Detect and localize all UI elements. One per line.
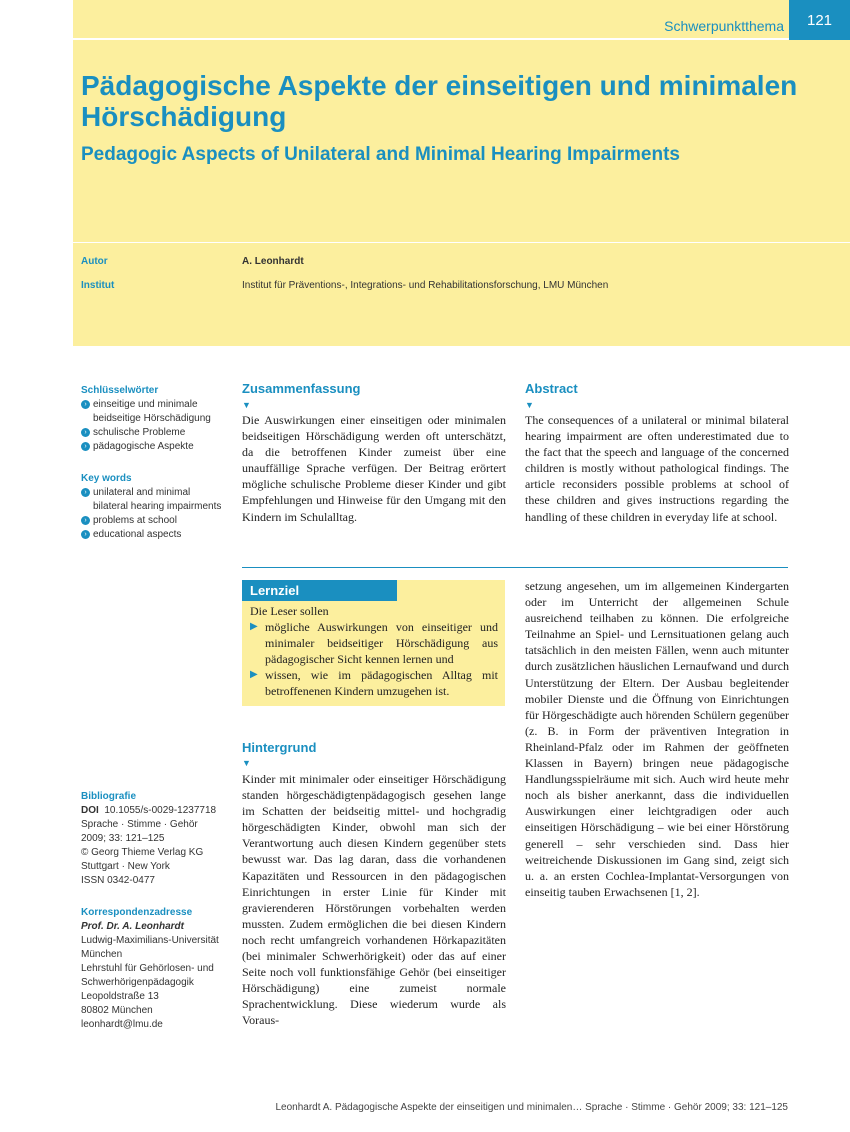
doi-value[interactable]: 10.1055/s-0029-1237718 bbox=[104, 805, 217, 816]
bibliography-label: Bibliografie bbox=[81, 791, 137, 802]
bib-line: Sprache · Stimme · Gehör bbox=[81, 819, 198, 830]
correspondence-line: Leopoldstraße 13 bbox=[81, 991, 159, 1002]
keywords-en-label: Key words bbox=[81, 473, 132, 484]
keyword-item: › schulische Probleme bbox=[81, 426, 226, 440]
learning-objective-body bbox=[250, 603, 498, 700]
chevron-right-icon: › bbox=[81, 400, 90, 409]
correspondence-label: Korrespondenzadresse bbox=[81, 907, 193, 918]
triangle-down-icon: ▼ bbox=[242, 400, 251, 410]
abstract-english-heading: Abstract bbox=[525, 381, 578, 396]
page-footer: Leonhardt A. Pädagogische Aspekte der einseitigen und minimalen… Sprache · Stimme · Gehör 2009; 33: 121–125 bbox=[275, 1102, 788, 1113]
page-number: 121 bbox=[789, 0, 850, 40]
triangle-down-icon: ▼ bbox=[525, 400, 534, 410]
correspondence-line: Schwerhörigenpädagogik bbox=[81, 977, 194, 988]
chevron-right-icon: › bbox=[81, 530, 90, 539]
learning-objective-intro: Die Leser sollen bbox=[250, 604, 329, 618]
bib-line: 2009; 33: 121–125 bbox=[81, 833, 165, 844]
section-label: Schwerpunktthema bbox=[664, 18, 784, 34]
author-name: A. Leonhardt bbox=[242, 256, 304, 267]
abstract-german-heading: Zusammenfassung bbox=[242, 381, 361, 396]
background-text: Kinder mit minimaler oder einseitiger Hörschädigung standen hörgeschädigtenpädagogisch gesehen lange im Schatten der beidseitig mittel- und hochgradig hörgeschädigten Kinder, obwohl man sich der Verantwortung auch diesen Kindern gegenüber stets bewusst war. Das lag daran, dass die vorhandenen Kapazitäten und Ressourcen in den pädagogischen Einrichtungen in erster Linie für Kinder mit gravierenderen Hörstörungen vorbehalten werden mussten. Zudem ermöglichen die bei diesen Kindern noch recht umfangreich vorhandenen Hörkapazitäten (bei minimaler Schwerhörigkeit) oder das auf einer Seite noch voll funktionsfähige Gehör (bei einseitiger Hörschädigung) eine zumeist normale Sprachentwicklung. Diese wiederum wurde als Voraus- bbox=[242, 772, 506, 1028]
section-divider bbox=[242, 567, 788, 568]
keyword-item: › pädagogische Aspekte bbox=[81, 440, 226, 454]
background-text-continued: setzung angesehen, um im allgemeinen Kindergarten oder im Unterricht der allgemeinen Schule ausreichend teilhaben zu können. Die erfolgreiche Teilnahme an Spiel- und Lernsituationen gelang auch tatsächlich in den meisten Fällen, wenn auch mitunter durch zusätzlichen häuslichen Lernaufwand und durch Unterstützung der Eltern. Der Ausbau begleitender mobiler Dienste und die Öffnung von Einrichtungen für Hörgeschädigte auch hörenden Schülern gegenüber (z. B. in Form der präventiven Integration in Rheinland-Pfalz oder im Rahmen der geöffneten Klassen in Bayern) bringen neue pädagogische Handlungsspielräume mit sich. Auch wird heute mehr noch als bisher anerkannt, dass die individuellen Auswirkungen einer leichtgradigen oder auch einseitigen Hörschädigung – wie bei einer Hörstörung generell – sehr verschieden sind. Dass hier weitreichende Diskussionen im Gang sind, zeigt sich u. a. an ersten Cochlea-Implantat-Versorgungen von einseitig tauben Erwachsenen [1, 2]. bbox=[525, 579, 790, 899]
keyword-item: › einseitige und minimale beidseitige Hörschädigung bbox=[81, 398, 226, 426]
chevron-right-icon: › bbox=[81, 428, 90, 437]
header-divider bbox=[73, 242, 850, 243]
correspondence-email[interactable]: leonhardt@lmu.de bbox=[81, 1019, 163, 1030]
abstract-german bbox=[242, 381, 506, 525]
keyword-item: › unilateral and minimal bilateral hearing impairments bbox=[81, 486, 226, 514]
learning-objective-item: ▶ mögliche Auswirkungen von einseitiger und minimaler beidseitiger Hörschädigung aus pädagogischer Sicht kennen lernen und bbox=[250, 620, 498, 667]
chevron-right-icon: › bbox=[81, 516, 90, 525]
title-german: Pädagogische Aspekte der einseitigen und minimalen Hörschädigung bbox=[81, 70, 798, 132]
doi-line bbox=[81, 804, 226, 818]
keywords-de-label: Schlüsselwörter bbox=[81, 385, 159, 396]
keywords-de-block bbox=[81, 384, 226, 454]
header-band bbox=[73, 0, 850, 346]
header-rule bbox=[73, 38, 850, 40]
correspondence-line: Lehrstuhl für Gehörlosen- und bbox=[81, 963, 214, 974]
abstract-english-text: The consequences of a unilateral or minimal bilateral hearing impairment are often underestimated due to the fact that the speech and language of the concerned children is mostly without pathological findings. The article reconsiders possible problems at school of these children and gives instructions regarding the handling of these children in everyday life at school. bbox=[525, 413, 789, 524]
bibliography-block bbox=[81, 790, 226, 888]
abstract-german-text: Die Auswirkungen einer einseitigen oder minimalen beidseitigen Hörschädigung werden oft unterschätzt, da die betroffenen Kinder zumeist über eine unauffällige Sprache verfügen. Der Beitrag erörtert mögliche schulische Probleme dieser Kinder und gibt Empfehlungen und Hinweise für den Umgang mit den Kindern im Schulalltag. bbox=[242, 413, 506, 524]
learning-objective-box bbox=[242, 580, 505, 706]
institute-name: Institut für Präventions-, Integrations- und Rehabilitationsforschung, LMU München bbox=[242, 280, 609, 291]
keyword-item: › problems at school bbox=[81, 514, 226, 528]
correspondence-line: München bbox=[81, 949, 123, 960]
learning-objective-heading: Lernziel bbox=[242, 580, 397, 601]
doi-label: DOI bbox=[81, 805, 99, 816]
bib-line: © Georg Thieme Verlag KG bbox=[81, 847, 204, 858]
author-label: Autor bbox=[81, 256, 108, 267]
title-english: Pedagogic Aspects of Unilateral and Minimal Hearing Impairments bbox=[81, 144, 680, 165]
triangle-down-icon: ▼ bbox=[242, 758, 251, 768]
abstract-english bbox=[525, 381, 789, 525]
correspondence-name: Prof. Dr. A. Leonhardt bbox=[81, 921, 184, 932]
arrow-right-icon: ▶ bbox=[250, 621, 258, 633]
learning-objective-item: ▶ wissen, wie im pädagogischen Alltag mit betroffenenen Kindern umzugehen ist. bbox=[250, 668, 498, 699]
correspondence-block bbox=[81, 906, 226, 1032]
institute-label: Institut bbox=[81, 280, 115, 291]
keywords-en-block bbox=[81, 472, 226, 542]
background-heading: Hintergrund bbox=[242, 740, 317, 755]
correspondence-line: Ludwig-Maximilians-Universität bbox=[81, 935, 219, 946]
bib-line: ISSN 0342-0477 bbox=[81, 875, 155, 886]
keyword-item: › educational aspects bbox=[81, 528, 226, 542]
chevron-right-icon: › bbox=[81, 488, 90, 497]
chevron-right-icon: › bbox=[81, 442, 90, 451]
correspondence-line: 80802 München bbox=[81, 1005, 153, 1016]
arrow-right-icon: ▶ bbox=[250, 669, 258, 681]
bib-line: Stuttgart · New York bbox=[81, 861, 170, 872]
